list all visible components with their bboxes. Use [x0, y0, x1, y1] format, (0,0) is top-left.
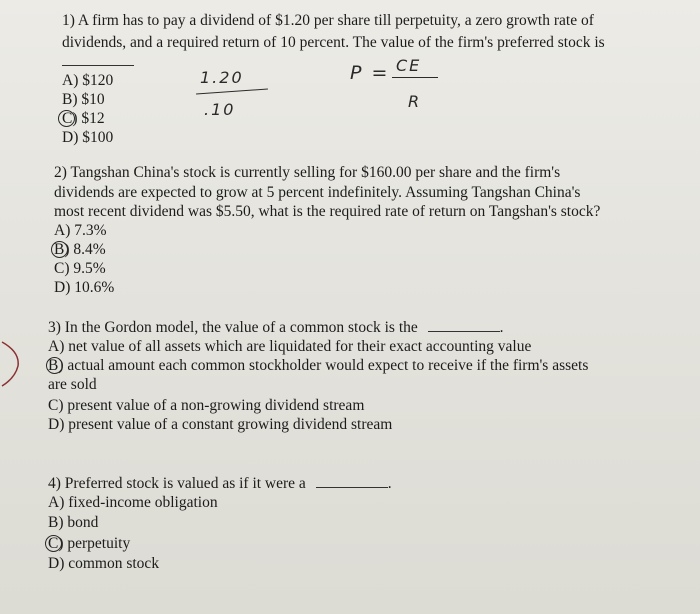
- q1-handwritten-fraction-bar: [196, 88, 268, 94]
- q1-handwritten-formula-bar: [392, 77, 438, 78]
- q3-stem-text: 3) In the Gordon model, the value of a common stock is the: [48, 319, 418, 336]
- q4-selected-circle: [45, 535, 62, 552]
- q3-option-c: C) present value of a non-growing dividend stream: [48, 397, 365, 414]
- q4-option-b: B) bond: [48, 514, 99, 531]
- q1-handwritten-formula-left: P =: [350, 62, 390, 84]
- margin-pen-mark: [0, 340, 24, 388]
- q1-handwritten-formula-denominator: R: [408, 92, 422, 111]
- q1-selected-circle: [58, 110, 75, 127]
- q1-handwritten-formula-numerator: CE: [396, 56, 422, 75]
- q3-selected-circle: [46, 357, 63, 374]
- q3-option-a: A) net value of all assets which are liquidated for their exact accounting value: [48, 338, 532, 355]
- q1-handwritten-numerator: 1.20: [200, 68, 244, 87]
- q3-stem: 3) In the Gordon model, the value of a common stock is the .: [48, 319, 504, 336]
- q4-stem-text: 4) Preferred stock is valued as if it were a: [48, 475, 306, 492]
- q1-handwritten-denominator: .10: [204, 100, 236, 119]
- q4-answer-blank: [316, 474, 388, 488]
- q1-stem-line-2: dividends, and a required return of 10 percent. The value of the firm's preferred stock is: [62, 34, 605, 51]
- q2-selected-circle: [51, 241, 68, 258]
- q3-option-b-continued: are sold: [48, 376, 97, 393]
- q4-option-c: C) perpetuity: [48, 535, 131, 552]
- q2-option-c: C) 9.5%: [54, 260, 106, 277]
- q1-option-a: A) $120: [62, 72, 114, 89]
- q1-option-d: D) $100: [62, 129, 114, 146]
- q2-stem-line-1: 2) Tangshan China's stock is currently selling for $160.00 per share and the firm's: [54, 164, 561, 181]
- q1-stem-line-1: 1) A firm has to pay a dividend of $1.20 per share till perpetuity, a zero growth rate of: [62, 12, 594, 29]
- q1-answer-blank: [62, 52, 134, 66]
- q1-option-b: B) $10: [62, 91, 105, 108]
- q4-stem: 4) Preferred stock is valued as if it were a .: [48, 475, 392, 492]
- q2-option-b: B) 8.4%: [54, 241, 106, 258]
- q3-option-d: D) present value of a constant growing dividend stream: [48, 416, 393, 433]
- q2-option-d: D) 10.6%: [54, 279, 115, 296]
- q1-option-c: C) $12: [62, 110, 105, 127]
- q2-stem-line-2: dividends are expected to grow at 5 percent indefinitely. Assuming Tangshan China's: [54, 184, 581, 201]
- q4-option-a: A) fixed-income obligation: [48, 494, 218, 511]
- q2-stem-line-3: most recent dividend was $5.50, what is the required rate of return on Tangshan's stock?: [54, 203, 601, 220]
- q2-option-a: A) 7.3%: [54, 222, 107, 239]
- q3-answer-blank: [428, 318, 500, 332]
- q3-option-b: B) actual amount each common stockholder would expect to receive if the firm's assets: [48, 357, 589, 374]
- q4-option-d: D) common stock: [48, 555, 160, 572]
